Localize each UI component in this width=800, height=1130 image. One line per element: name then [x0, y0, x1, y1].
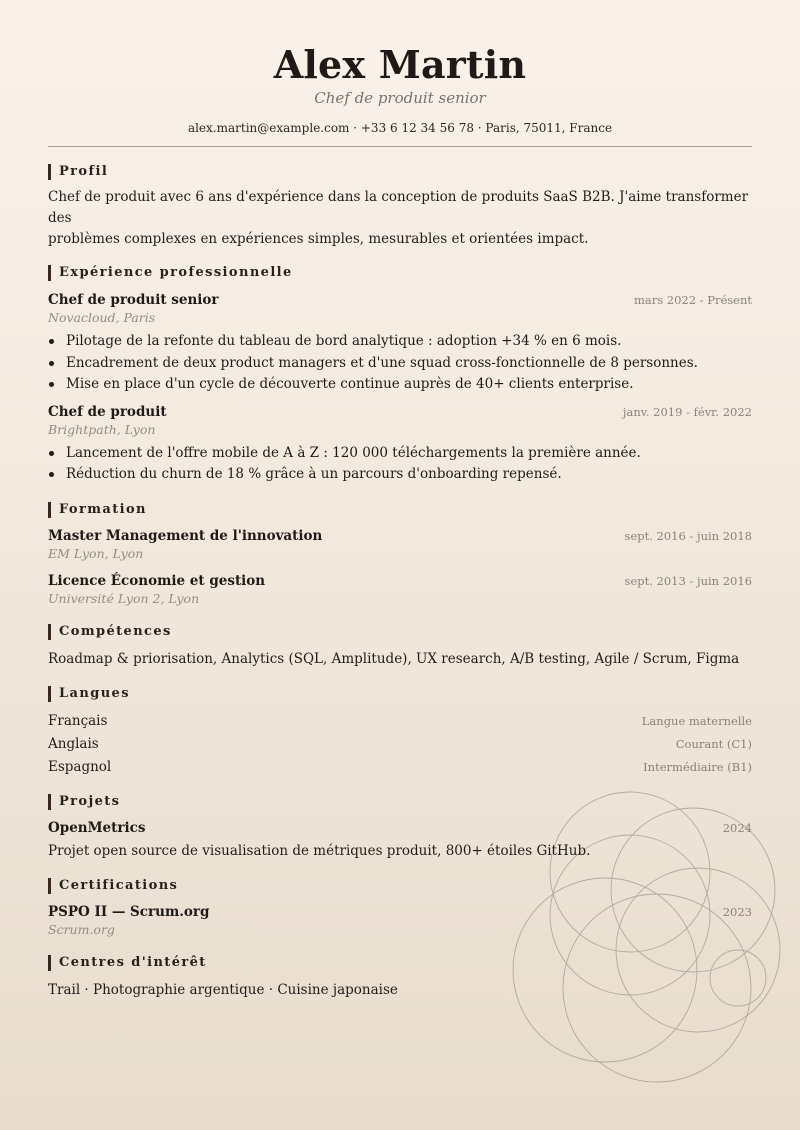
degree-dates: sept. 2016 - juin 2018 [624, 528, 752, 543]
degree-name: Master Management de l'innovation [48, 527, 323, 544]
section-projets [48, 794, 752, 862]
project-description: Projet open source de visualisation de métriques produit, 800+ étoiles GitHub. [48, 842, 591, 859]
resume-page [48, 0, 752, 1001]
job-dates: mars 2022 - Présent [633, 293, 752, 307]
job-bullet: Encadrement de deux product managers et d'une squad cross-fonctionnelle de 8 personnes. [66, 353, 752, 375]
profile-text [48, 187, 752, 250]
language-name: Anglais [48, 735, 99, 752]
job-company: Brightpath, Lyon [48, 421, 156, 437]
profile-line: Chef de produit avec 6 ans d'expérience dans la conception de produits SaaS B2B. J'aime transformer des [48, 189, 749, 226]
section-experience [48, 265, 752, 486]
education-entry [48, 526, 752, 562]
section-title: Compétences [48, 624, 752, 640]
degree-dates: sept. 2013 - juin 2016 [624, 573, 752, 588]
education-entry [48, 571, 752, 607]
certification-year: 2023 [722, 904, 752, 919]
section-langues [48, 686, 752, 779]
language-level: Intermédiaire (B1) [643, 759, 752, 774]
degree-name: Licence Économie et gestion [48, 572, 266, 589]
section-title: Formation [48, 502, 752, 518]
job-entry [48, 290, 752, 396]
resume-header [48, 0, 752, 136]
section-title: Centres d'intérêt [48, 955, 752, 971]
school-name: EM Lyon, Lyon [48, 545, 144, 561]
candidate-name: Alex Martin [273, 42, 527, 87]
job-bullet: Lancement de l'offre mobile de A à Z : 120 000 téléchargements la première année. [66, 443, 752, 465]
project-year: 2024 [722, 820, 752, 835]
header-divider [48, 146, 752, 147]
section-interets [48, 955, 752, 1001]
job-role: Chef de produit senior [48, 292, 219, 308]
job-title: Chef de produit senior [314, 89, 486, 107]
job-role: Chef de produit [48, 403, 167, 420]
skills-text: Roadmap & priorisation, Analytics (SQL, Amplitude), UX research, A/B testing, Agile / Scrum, Figma [48, 650, 740, 667]
job-entry [48, 402, 752, 486]
project-name: OpenMetrics [48, 819, 146, 836]
job-bullet: Réduction du churn de 18 % grâce à un parcours d'onboarding repensé. [66, 464, 752, 486]
language-level: Courant (C1) [675, 736, 752, 751]
section-title: Langues [48, 686, 752, 702]
job-bullet: Mise en place d'un cycle de découverte continue auprès de 40+ clients enterprise. [66, 374, 752, 396]
section-title: Expérience professionnelle [48, 265, 752, 281]
language-row [48, 756, 752, 779]
certification-name: PSPO II — Scrum.org [48, 903, 210, 920]
contact-line: alex.martin@example.com · +33 6 12 34 56 78 · Paris, 75011, France [187, 121, 613, 135]
job-company: Novacloud, Paris [48, 310, 156, 325]
language-row [48, 710, 752, 733]
interests-text: Trail · Photographie argentique · Cuisine japonaise [48, 981, 398, 998]
language-row [48, 733, 752, 756]
school-name: Université Lyon 2, Lyon [48, 590, 200, 606]
language-name: Français [48, 712, 108, 729]
section-profil [48, 164, 752, 250]
language-level: Langue maternelle [641, 713, 752, 728]
certification-issuer: Scrum.org [48, 921, 115, 937]
section-competences [48, 624, 752, 670]
section-title: Profil [48, 164, 752, 180]
job-dates: janv. 2019 - févr. 2022 [622, 404, 752, 419]
profile-line: problèmes complexes en expériences simples, mesurables et orientées impact. [48, 231, 589, 247]
language-name: Espagnol [48, 758, 112, 775]
section-title: Projets [48, 794, 752, 810]
job-bullet: Pilotage de la refonte du tableau de bord analytique : adoption +34 % en 6 mois. [66, 331, 752, 353]
section-formation [48, 502, 752, 607]
section-certifications [48, 878, 752, 938]
section-title: Certifications [48, 878, 752, 894]
